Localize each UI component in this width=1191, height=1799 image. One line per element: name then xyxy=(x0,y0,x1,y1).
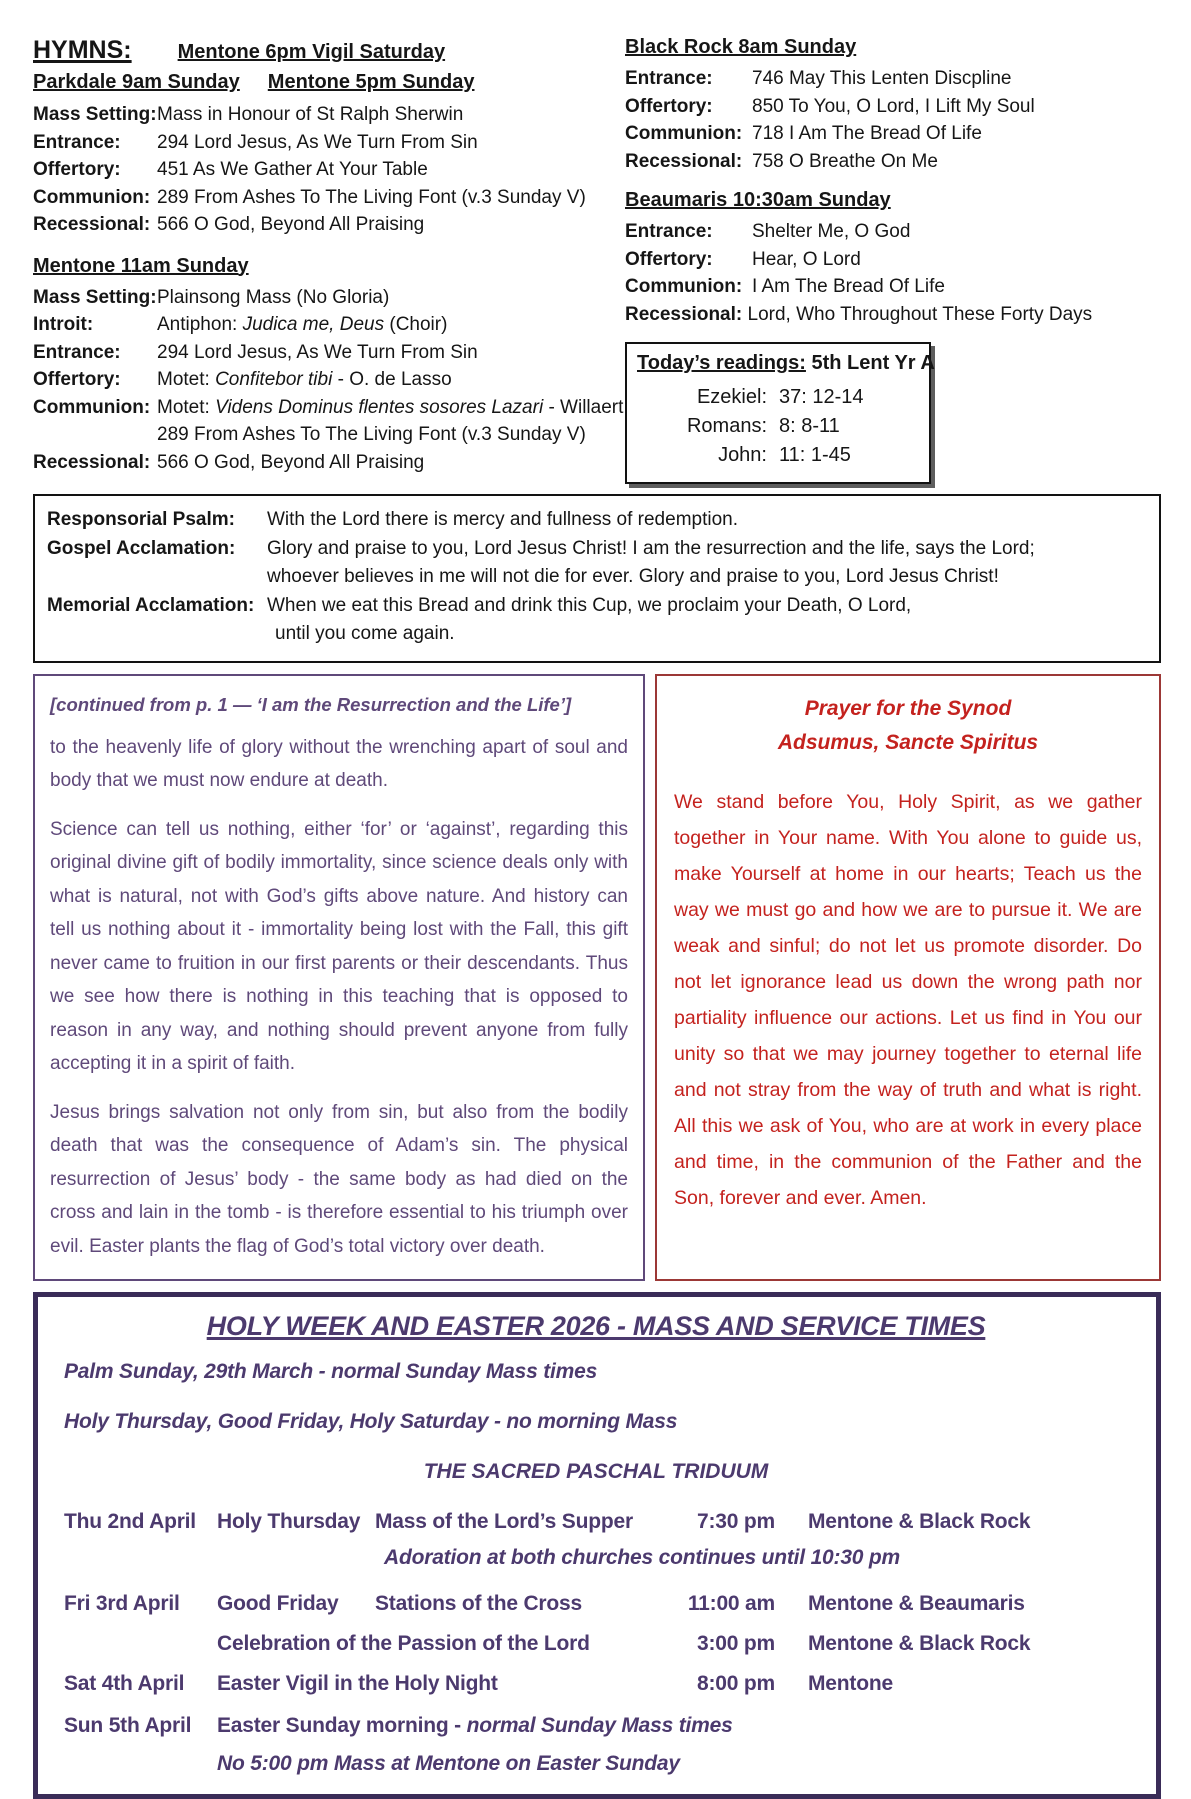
beaumaris-heading-text: Beaumaris 10:30am Sunday xyxy=(625,189,891,211)
holy-week-title: HOLY WEEK AND EASTER 2026 - MASS AND SERVICE TIMES xyxy=(206,1311,986,1341)
schedule-event: Celebration of the Passion of the Lord xyxy=(217,1632,590,1655)
hymn-value: 566 O God, Beyond All Praising xyxy=(157,451,425,473)
hymn-value: I Am The Bread Of Life xyxy=(752,276,945,297)
hymn-value-italic: Confitebor tibi xyxy=(215,369,333,390)
hymn-label: Offertory: xyxy=(33,369,121,390)
hymn-value: Hear, O Lord xyxy=(752,248,861,270)
hymn-label: Recessional: xyxy=(33,451,151,473)
hymn-label: Mass Setting: xyxy=(33,286,157,308)
schedule-time: 7:30 pm xyxy=(697,1510,775,1533)
hymn-label: Entrance: xyxy=(33,131,121,153)
schedule-day: Holy Thursday xyxy=(217,1510,361,1533)
schedule-event: Easter Vigil in the Holy Night xyxy=(217,1672,498,1695)
acclamation-row xyxy=(47,592,1147,649)
hymn-label: Entrance: xyxy=(33,341,121,363)
schedule-row-passion xyxy=(64,1630,1140,1658)
schedule-row-easter-vigil xyxy=(64,1670,1140,1698)
hymn-label: Communion: xyxy=(33,396,151,418)
hymns-right-column xyxy=(625,36,1161,484)
hymn-value: Lord, Who Throughout These Forty Days xyxy=(742,303,1093,325)
hymn-value-pre: Motet: xyxy=(157,369,216,390)
palm-sunday-line: Palm Sunday, 29th March - normal Sunday Mass times xyxy=(64,1360,598,1383)
beaumaris-heading xyxy=(625,189,1161,212)
acclamation-line: whoever believes in me will not die for ever. Glory and praise to you, Lord Jesus Christ! xyxy=(267,566,999,587)
hymn-label: Communion: xyxy=(625,276,743,297)
mentone11-heading-text: Mentone 11am Sunday xyxy=(33,254,249,277)
reading-book: Ezekiel: xyxy=(696,386,767,408)
hymn-value-pre: Motet: xyxy=(157,396,216,418)
acclamation-row xyxy=(47,535,1147,592)
holy-week-box xyxy=(33,1292,1161,1799)
hymn-row xyxy=(33,101,625,129)
acclamation-label: Responsorial Psalm: xyxy=(47,509,235,530)
readings-title-underlined: Today’s readings: xyxy=(637,352,806,374)
hymn-value: 294 Lord Jesus, As We Turn From Sin xyxy=(157,341,478,363)
adoration-note: Adoration at both churches continues until 10:30 pm xyxy=(384,1546,901,1569)
schedule-event: Mass of the Lord’s Supper xyxy=(375,1510,633,1533)
acclamations-box xyxy=(33,494,1161,663)
hymn-value xyxy=(157,366,452,394)
todays-readings-box xyxy=(625,342,935,484)
hymn-label: Entrance: xyxy=(625,221,713,242)
hymn-value-pre: Antiphon: xyxy=(157,314,243,335)
hymn-value xyxy=(157,311,447,339)
schedule-date: Fri 3rd April xyxy=(64,1592,180,1615)
readings-title xyxy=(637,352,935,375)
schedule-day: Good Friday xyxy=(217,1592,339,1615)
hymn-value-italic: Videns Dominus flentes sosores Lazari xyxy=(215,396,544,418)
hymns-section xyxy=(33,36,1161,484)
acclamation-row xyxy=(47,506,1147,535)
beaumaris-recessional-row xyxy=(625,301,1161,329)
hymns-heading-line xyxy=(33,36,625,65)
schedule-location: Mentone xyxy=(808,1672,893,1695)
hymn-row xyxy=(625,273,1161,301)
schedule-row-holy-thursday xyxy=(64,1508,1140,1536)
hymn-value: 718 I Am The Bread Of Life xyxy=(752,123,982,144)
hymn-row xyxy=(33,311,625,339)
hymn-row xyxy=(33,284,625,312)
hymn-value-post: - O. de Lasso xyxy=(332,369,452,390)
hymn-value: 451 As We Gather At Your Table xyxy=(157,159,428,180)
hymn-value: Mass in Honour of St Ralph Sherwin xyxy=(157,104,464,125)
hymn-row xyxy=(33,449,625,477)
schedule-location: Mentone & Black Rock xyxy=(808,1632,1031,1655)
hymn-row xyxy=(33,184,625,212)
service-head-parkdale: Parkdale 9am Sunday xyxy=(33,71,240,93)
article-paragraph: to the heavenly life of glory without the wrenching apart of soul and body that we must now endure at death. xyxy=(50,736,628,791)
schedule-event-italic: normal Sunday Mass times xyxy=(466,1714,733,1737)
acclamation-line: until you come again. xyxy=(275,623,455,644)
schedule-row-easter-sunday xyxy=(64,1712,1140,1740)
acclamation-text xyxy=(267,535,1035,592)
hymn-row xyxy=(625,148,1161,176)
schedule-time: 8:00 pm xyxy=(697,1672,775,1695)
hymn-label: Offertory: xyxy=(625,95,713,117)
hymn-value-italic: Judica me, Deus xyxy=(242,314,385,335)
schedule-date: Sun 5th April xyxy=(64,1714,192,1737)
hymn-label: Recessional: xyxy=(625,303,743,325)
no-evening-mass-note: No 5:00 pm Mass at Mentone on Easter Sunday xyxy=(217,1752,680,1775)
blackrock-heading xyxy=(625,36,1161,59)
article-paragraph: Science can tell us nothing, either ‘for’ or ‘against’, regarding this original divine gift of bodily immortality, since science deals only with what is natural, not with God’s gifts above nature. And history can tell us nothing about it - immortality being lost with the Fall, this gift never came to fruition in our first parents or their descendants. Thus we see how there is nothing in this teaching that is opposed to reason in any way, and nothing should prevent anyone from fully accepting it in a spirit of faith. xyxy=(50,818,628,1074)
hymn-row xyxy=(33,156,625,184)
reading-row xyxy=(637,383,919,412)
blackrock-heading-text: Black Rock 8am Sunday xyxy=(625,36,857,58)
middle-section xyxy=(33,674,1161,1282)
hymn-row xyxy=(625,218,1161,246)
hymn-label: Introit: xyxy=(33,314,94,335)
schedule-time: 3:00 pm xyxy=(697,1632,775,1655)
schedule-row-good-friday xyxy=(64,1590,1140,1618)
schedule-event-bold: Easter Sunday morning - xyxy=(217,1714,467,1737)
reading-book: Romans: xyxy=(686,415,767,437)
hymn-label: Recessional: xyxy=(625,150,743,172)
schedule-event xyxy=(217,1712,733,1740)
acclamation-text: With the Lord there is mercy and fullness of redemption. xyxy=(267,509,739,530)
readings-title-suffix: 5th Lent Yr A xyxy=(805,352,935,374)
hymn-label: Communion: xyxy=(625,123,743,144)
hymn-row xyxy=(625,65,1161,93)
reading-ref: 37: 12-14 xyxy=(779,386,864,408)
hymn-label: Communion: xyxy=(33,186,151,208)
hymn-value: 746 May This Lenten Discpline xyxy=(752,68,1012,89)
triduum-subtitle: THE SACRED PASCHAL TRIDUUM xyxy=(423,1460,769,1483)
acclamation-label: Gospel Acclamation: xyxy=(47,537,236,559)
hymn-row xyxy=(33,394,625,422)
acclamation-line: When we eat this Bread and drink this Cup, we proclaim your Death, O Lord, xyxy=(267,594,912,616)
mentone11-heading xyxy=(33,255,625,278)
schedule-date: Thu 2nd April xyxy=(64,1510,196,1533)
prayer-title: Prayer for the Synod xyxy=(804,696,1012,720)
article-lead: [continued from p. 1 — ‘I am the Resurrection and the Life’] xyxy=(50,693,572,715)
hymn-value: Plainsong Mass (No Gloria) xyxy=(157,286,390,308)
hymn-row xyxy=(625,246,1161,274)
no-morning-mass-line: Holy Thursday, Good Friday, Holy Saturday - no morning Mass xyxy=(64,1410,678,1433)
schedule-event: Stations of the Cross xyxy=(375,1592,582,1615)
hymn-label: Offertory: xyxy=(33,159,121,180)
hymn-row xyxy=(625,93,1161,121)
hymn-value-post: - Willaert xyxy=(543,396,624,418)
hymn-value: 758 O Breathe On Me xyxy=(752,150,938,172)
hymn-value: 294 Lord Jesus, As We Turn From Sin xyxy=(157,131,478,153)
acclamation-text xyxy=(267,592,911,649)
hymn-label: Offertory: xyxy=(625,248,713,270)
schedule-location: Mentone & Black Rock xyxy=(808,1510,1031,1533)
service-head-vigil: Mentone 6pm Vigil Saturday xyxy=(177,41,446,63)
service-head-mentone5: Mentone 5pm Sunday xyxy=(267,71,475,93)
reading-book: John: xyxy=(718,444,767,466)
hymn-row xyxy=(33,339,625,367)
hymn-value: 566 O God, Beyond All Praising xyxy=(157,214,425,235)
hymn-label: Mass Setting: xyxy=(33,104,157,125)
schedule-date: Sat 4th April xyxy=(64,1672,185,1695)
schedule-time: 11:00 am xyxy=(687,1592,775,1615)
article-paragraph: Jesus brings salvation not only from sin, but also from the bodily death that was the consequence of Adam’s sin. The physical resurrection of Jesus’ body - the same body as had died on the cross and lain in the tomb - is therefore essential to his triumph over evil. Easter plants the flag of God’s total victory over death. xyxy=(50,1101,628,1257)
hymn-row xyxy=(625,120,1161,148)
reading-ref: 11: 1-45 xyxy=(779,444,851,466)
reading-ref: 8: 8-11 xyxy=(779,415,840,437)
acclamation-line: Glory and praise to you, Lord Jesus Christ! I am the resurrection and the life, says the Lord; xyxy=(267,537,1035,559)
hymn-label: Recessional: xyxy=(33,214,151,235)
hymn-value-post: (Choir) xyxy=(384,314,448,335)
hymns-heading: HYMNS: xyxy=(33,36,132,64)
hymn-value-line2: 289 From Ashes To The Living Font (v.3 Sunday V) xyxy=(157,424,586,445)
continued-article-box xyxy=(33,674,645,1282)
synod-prayer-box xyxy=(655,674,1161,1282)
hymn-label: Entrance: xyxy=(625,68,713,89)
hymns-left-column xyxy=(33,36,625,484)
hymn-value: 850 To You, O Lord, I Lift My Soul xyxy=(752,95,1035,117)
hymn-value: Shelter Me, O God xyxy=(752,221,911,242)
service-head-line2 xyxy=(33,71,625,94)
reading-row xyxy=(637,412,919,441)
prayer-body: We stand before You, Holy Spirit, as we gather together in Your name. With You alone to guide us, make Yourself at home in our hearts; Teach us the way we must go and how we are to pursue it. We are weak and sinful; do not let us promote disorder. Do not let ignorance lead us down the wrong path nor partiality influence our actions. Let us find in You our unity so that we may journey together to eternal life and not stray from the way of truth and what is right. All this we ask of You, who are at work in every place and time, in the communion of the Father and the Son, forever and ever. Amen. xyxy=(674,790,1142,1209)
hymn-value xyxy=(157,394,623,422)
schedule-location: Mentone & Beaumaris xyxy=(808,1592,1025,1615)
hymn-row xyxy=(33,129,625,157)
prayer-subtitle: Adsumus, Sancte Spiritus xyxy=(777,730,1039,754)
hymn-value: 289 From Ashes To The Living Font (v.3 Sunday V) xyxy=(157,186,586,208)
hymn-row xyxy=(33,366,625,394)
acclamation-label: Memorial Acclamation: xyxy=(47,594,255,616)
reading-row xyxy=(637,441,919,470)
hymn-row xyxy=(33,211,625,239)
